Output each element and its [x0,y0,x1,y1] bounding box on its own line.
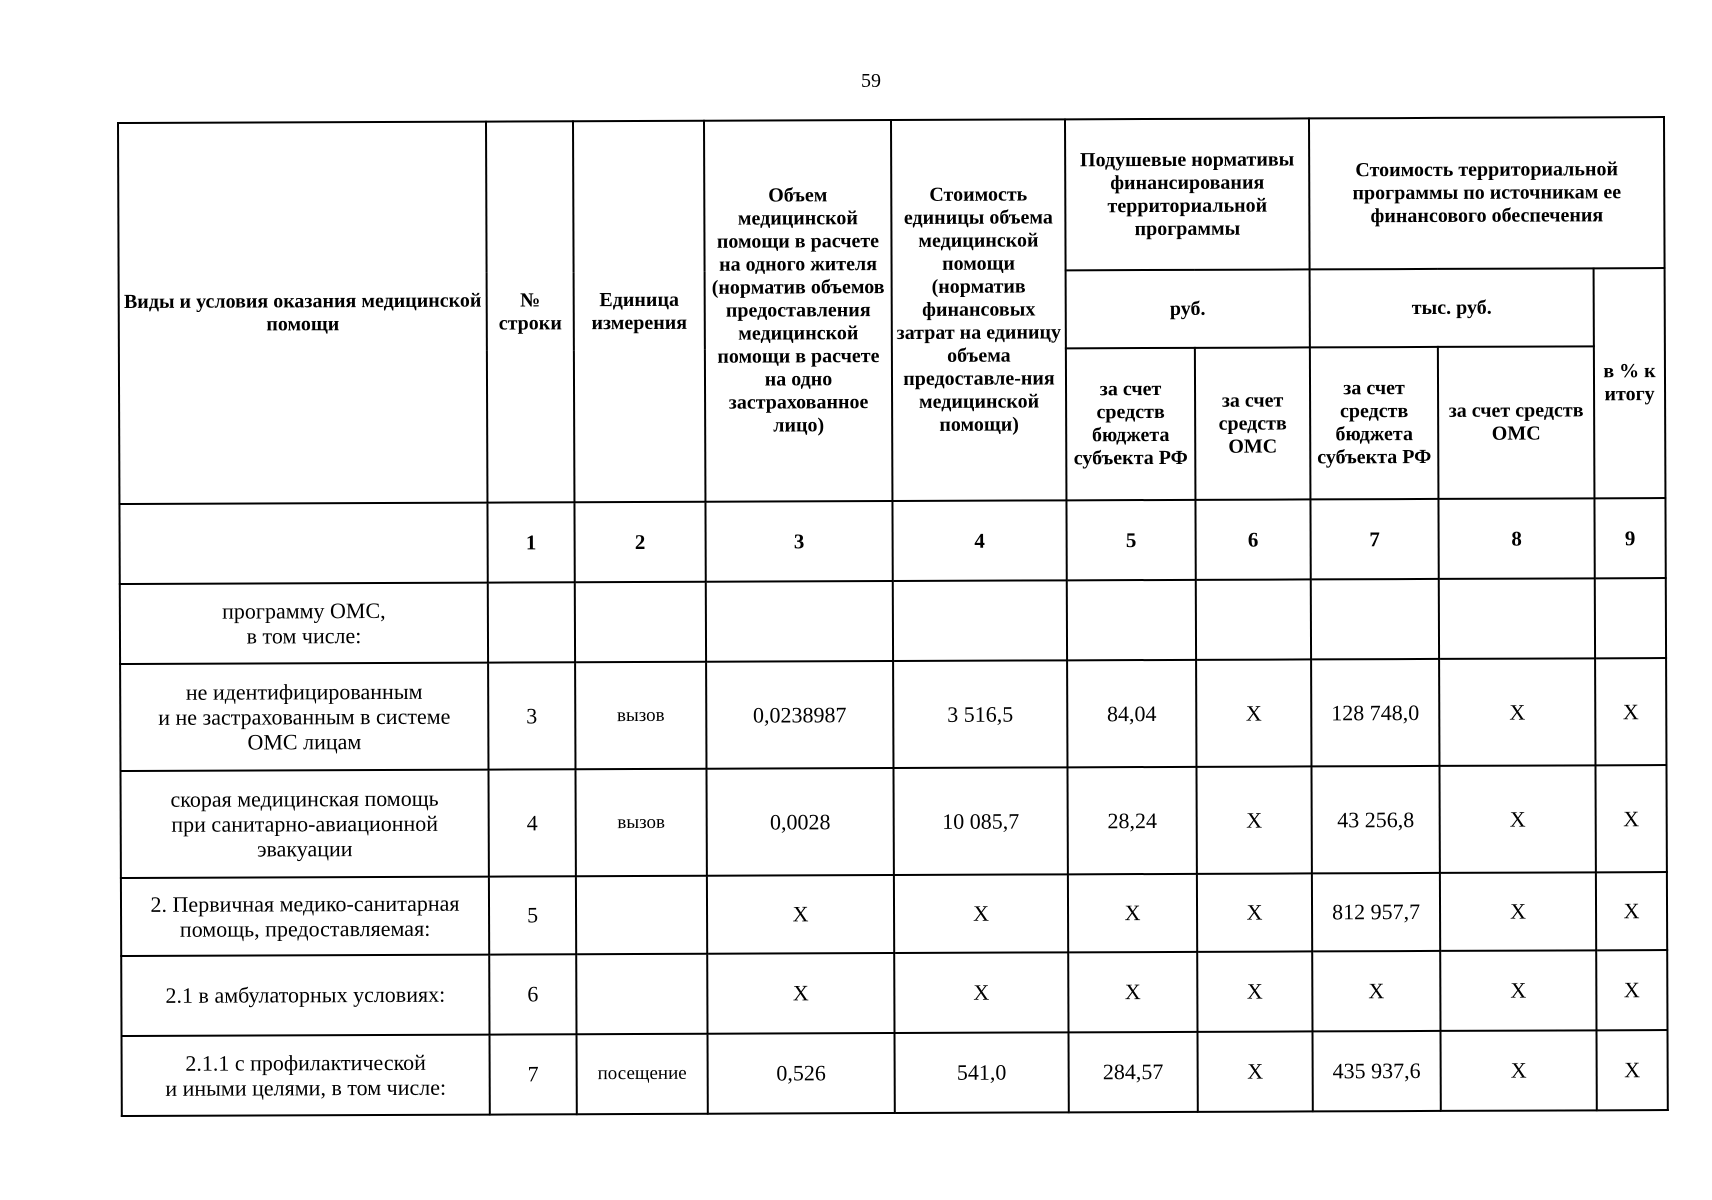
financing-table [117,116,1669,1117]
row-name: не идентифицированным и не застрахованным в системе ОМС лицам [120,663,488,771]
page-number: 59 [861,70,881,92]
row-budget-rub: X [1068,952,1197,1032]
header-oms-rub: за счет средств ОМС [1195,347,1311,499]
row-unit-cost [893,580,1067,661]
row-unit: вызов [575,662,706,770]
row-oms-thousand: X [1440,950,1596,1031]
row-oms-thousand: X [1439,658,1595,766]
row-percent: X [1596,950,1667,1030]
table-body [120,578,1668,1116]
row-line-number: 6 [489,954,576,1034]
column-number: 8 [1438,498,1594,579]
row-oms-thousand [1439,578,1595,659]
row-oms-rub [1196,579,1311,659]
row-oms-thousand: X [1440,1030,1596,1111]
row-oms-rub: X [1197,873,1312,951]
row-line-number: 4 [488,769,575,876]
row-name: 2.1.1 с профилактической и иными целями, в том числе: [122,1035,490,1116]
table-row [120,765,1666,878]
table-row [122,1030,1668,1116]
row-oms-rub: X [1196,766,1311,873]
header-program-cost: Стоимость территориальной программы по источникам ее финансового обеспечения [1309,117,1665,269]
header-line-number: № строки [486,121,574,502]
row-unit-cost: 541,0 [895,1032,1069,1113]
header-budget-thousand: за счет средств бюджета субъекта РФ [1310,347,1439,499]
header-percent: в % к итогу [1594,268,1666,498]
row-budget-rub: 28,24 [1067,767,1196,874]
column-number: 7 [1310,499,1438,579]
row-percent: X [1596,872,1667,950]
row-line-number: 3 [488,662,575,769]
header-unit-rub: руб. [1066,269,1310,348]
row-budget-rub [1067,580,1196,660]
row-line-number: 7 [490,1034,577,1114]
row-name: программу ОМС, в том числе: [120,583,488,664]
row-budget-thousand: 812 957,7 [1312,873,1440,951]
header-type: Виды и условия оказания медицинской помощи [118,122,487,504]
row-oms-thousand: X [1440,872,1596,951]
row-volume [706,581,893,662]
column-number: 9 [1594,498,1665,578]
row-percent: X [1595,658,1666,765]
header-volume: Объем медицинской помощи в расчете на одного жителя (норматив объемов предоставления медицинской помощи в расчете на одно застрахованное лицо) [704,120,892,502]
row-name: 2.1 в амбулаторных условиях: [121,955,489,1036]
row-budget-rub: 284,57 [1069,1032,1198,1112]
row-unit: посещение [577,1034,708,1115]
column-number: 5 [1066,500,1195,580]
row-budget-rub: 84,04 [1067,660,1196,767]
row-volume: X [707,875,894,954]
row-volume: 0,0028 [706,768,893,876]
row-volume: X [707,953,894,1034]
row-oms-thousand: X [1439,765,1595,873]
header-oms-thousand: за счет средств ОМС [1438,346,1595,499]
row-name: скорая медицинская помощь при санитарно-авиационной эвакуации [120,770,488,878]
row-percent: X [1596,1030,1667,1110]
header-per-capita-norms: Подушевые нормативы финансирования территориальной программы [1065,118,1310,270]
column-number: 2 [574,502,705,583]
row-oms-rub: X [1198,1031,1313,1111]
row-unit-cost: X [894,874,1068,953]
row-budget-thousand: 128 748,0 [1311,659,1439,766]
header-unit: Единица измерения [573,121,705,503]
column-number-row [119,498,1665,584]
header-budget-rub: за счет средств бюджета субъекта РФ [1066,348,1196,500]
table-row [120,658,1666,771]
row-unit [576,876,707,955]
row-oms-rub: X [1196,659,1311,766]
column-number: 1 [487,502,574,582]
column-number: 3 [705,501,892,582]
row-unit [576,954,707,1035]
row-unit-cost: 10 085,7 [893,767,1067,875]
row-unit-cost: 3 516,5 [893,660,1067,768]
row-unit-cost: X [894,952,1068,1033]
row-budget-thousand: X [1312,951,1440,1031]
table-row [121,872,1667,956]
row-volume: 0,526 [708,1033,895,1114]
row-budget-thousand [1311,579,1439,659]
header-unit-cost: Стоимость единицы объема медицинской помощи (норматив финансовых затрат на единицу объема предоставле-ния медицинской помощи) [891,119,1066,501]
row-volume: 0,0238987 [706,661,893,769]
row-line-number: 5 [489,876,576,954]
table-row [121,950,1667,1036]
row-unit [575,582,706,663]
row-oms-rub: X [1197,951,1312,1031]
row-unit: вызов [575,769,706,877]
row-line-number [488,582,575,662]
row-budget-thousand: 43 256,8 [1311,766,1439,873]
header-unit-thousand-rub: тыс. руб. [1310,268,1594,347]
column-number: 6 [1195,499,1310,579]
row-budget-thousand: 435 937,6 [1313,1031,1441,1111]
row-budget-rub: X [1068,874,1197,952]
row-name: 2. Первичная медико-санитарная помощь, предоставляемая: [121,877,489,956]
row-percent: X [1595,765,1666,872]
table-row [120,578,1666,664]
column-number [119,503,487,584]
row-percent [1595,578,1666,658]
column-number: 4 [892,500,1066,581]
